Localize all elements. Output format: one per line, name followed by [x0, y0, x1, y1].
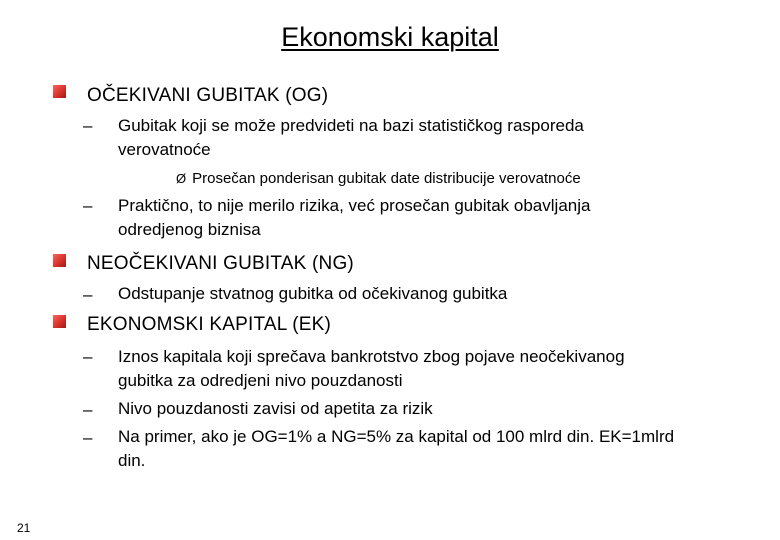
dash-bullet: –: [83, 196, 93, 215]
bullet-text-og-1: [118, 114, 584, 162]
bullet-line: Na primer, ako je OG=1% a NG=5% za kapital od 100 mlrd din. EK=1mlrd: [118, 427, 675, 446]
slide-title: Ekonomski kapital: [281, 22, 499, 52]
sub-bullet-text: Prosečan ponderisan gubitak date distribucije verovatnoće: [192, 170, 581, 187]
dash-bullet: –: [83, 347, 93, 366]
bullet-text-ek-1: [118, 345, 625, 393]
arrow-bullet-icon: Ø: [176, 171, 187, 186]
bullet-text-ek-2: [118, 397, 433, 421]
bullet-text-ek-3: [118, 425, 674, 473]
bullet-line: din.: [118, 451, 146, 470]
bullet-line: gubitka za odredjeni nivo pouzdanosti: [118, 371, 403, 390]
red-square-bullet-icon: [53, 315, 66, 328]
dash-bullet: –: [83, 285, 93, 304]
bullet-text-ng-1: [118, 282, 507, 306]
section-heading-ng: NEOČEKIVANI GUBITAK (NG): [87, 253, 354, 274]
bullet-line: verovatnoće: [118, 140, 211, 159]
section-heading-og: OČEKIVANI GUBITAK (OG): [87, 85, 329, 106]
bullet-line: Praktično, to nije merilo rizika, već prosečan gubitak obavljanja: [118, 196, 591, 215]
bullet-line: Iznos kapitala koji sprečava bankrotstvo zbog pojave neočekivanog: [118, 347, 625, 366]
bullet-line: Gubitak koji se može predvideti na bazi statističkog rasporeda: [118, 116, 584, 135]
dash-bullet: –: [83, 400, 93, 419]
sub-bullet-og: [176, 170, 581, 187]
dash-bullet: –: [83, 116, 93, 135]
red-square-bullet-icon: [53, 85, 66, 98]
red-square-bullet-icon: [53, 254, 66, 267]
section-heading-ek: EKONOMSKI KAPITAL (EK): [87, 314, 332, 335]
bullet-line: Nivo pouzdanosti zavisi od apetita za rizik: [118, 399, 433, 418]
bullet-line: Odstupanje stvatnog gubitka od očekivanog gubitka: [118, 284, 508, 303]
bullet-text-og-2: [118, 194, 590, 242]
page-number: 21: [17, 521, 31, 535]
bullet-line: odredjenog biznisa: [118, 220, 261, 239]
dash-bullet: –: [83, 428, 93, 447]
